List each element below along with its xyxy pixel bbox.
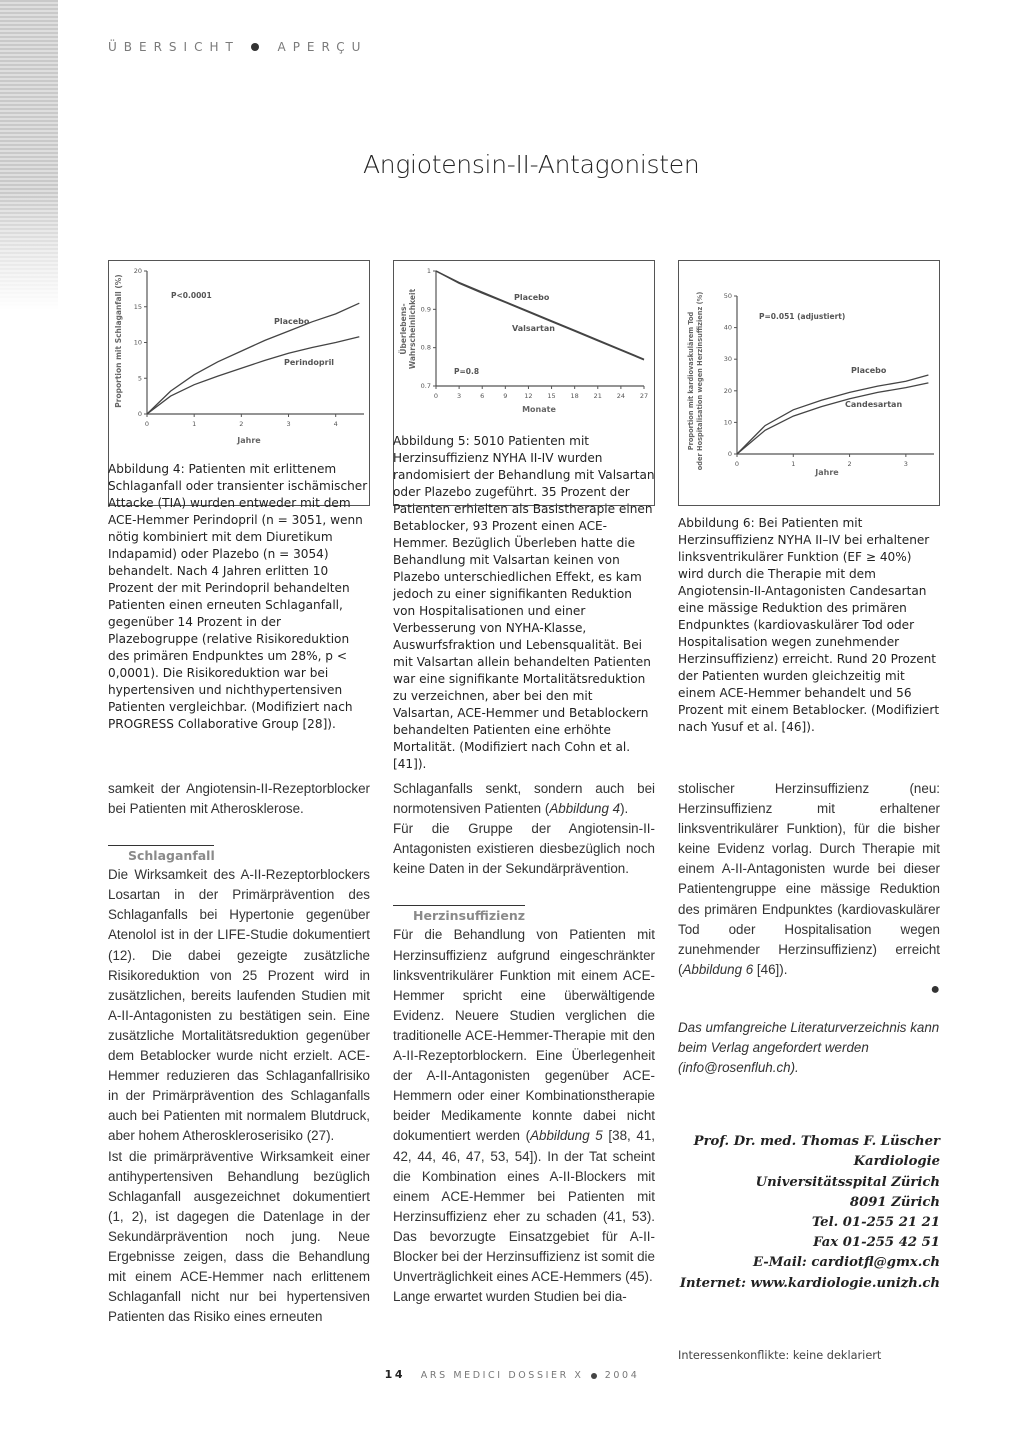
series-label: Placebo (514, 293, 550, 302)
y-tick-label: 20 (133, 267, 142, 275)
body-paragraph: Ist die primärpräventive Wirksamkeit einer antihypertensiven Behandlung bezüglich Schlaganfall ausgezeichnet dokumentiert (1, 2), ist dagegen die Datenlage in der Sekundärprävention noch jung. Neue Ergebnisse zeigen, dass die Behandlung mit einem ACE-Hemmer nach erlittenem Schlaganfall nicht nur bei hypertensiven Patienten das Risiko eines erneuten (108, 1148, 370, 1325)
y-tick-label: 1 (426, 267, 431, 275)
body-paragraph: samkeit der Angiotensin-II-Rezeptorblocker bei Patienten mit Atherosklerose. (108, 781, 370, 817)
y-tick-label: 10 (133, 338, 142, 347)
y-tick-label: 5 (137, 374, 142, 383)
author-line: Prof. Dr. med. Thomas F. Lüscher (693, 1134, 940, 1150)
author-line: Kardiologie (853, 1154, 940, 1170)
author-line: 8091 Zürich (849, 1194, 940, 1210)
author-line: Tel. 01-255 21 21 (811, 1215, 940, 1231)
body-paragraph: Die Wirksamkeit des A-II-Rezeptorblockers Losartan in der Primärprävention des Schlaganfalls bei Hypertonie gegenüber Atenolol ist in der LIFE-Studie dokumentiert (12). Die dabei gezeigte zusätzliche Risikoreduktion von 25 Prozent wird in zusätzlichen, bereits laufenden Studien mit A-II-Antagonisten zu bestätigen sein. Eine zusätzliche Mortalitätsreduktion gegenüber dem Betablocker wurde nicht erzielt. ACE-Hemmer reduzieren das Schlaganfallrisiko in der Primärprävention des Schlaganfalls auch bei Patienten mit normalem Blutdruck, aber hohem Atheroskleroserisiko (27). (108, 867, 370, 1144)
subheading-herzinsuffizienz: Herzinsuffizienz (413, 908, 526, 924)
y-axis-label (687, 292, 704, 470)
publication-year: 2004 (604, 1370, 640, 1381)
figure-4-caption (108, 461, 370, 733)
bullet-icon (251, 43, 259, 51)
y-axis-label (399, 288, 417, 369)
series-label: Placebo (274, 317, 310, 326)
series-line-candesartan (737, 383, 928, 454)
publication-name: ARS MEDICI DOSSIER X (420, 1370, 584, 1381)
page-title: Angiotensin-II-Antagonisten (363, 150, 700, 179)
figure-6-chart (678, 260, 940, 506)
body-column-2 (393, 779, 655, 1307)
figure-6-caption-text: Abbildung 6: Bei Patienten mit Herzinsuffizienz NYHA II–IV bei erhaltener linksventrikulärer Funktion (EF ≥ 40%) wird durch die Therapie mit dem Angiotensin-II-Antagonisten Candesartan eine mässige Reduktion des primären Endpunktes (kardiovaskulärer Tod oder Hospitalisation wegen zunehmender Herzinsuffizienz) erreicht. Rund 20 Prozent der Patienten wurden gleichzeitig mit einem ACE-Hemmer behandelt und 56 Prozent mit einem Betablocker. (Modifiziert nach Yusuf et al. [46]). (678, 516, 940, 734)
figure-reference: Abbildung 5 (530, 1128, 603, 1144)
figure-reference: Abbildung 4 (549, 801, 621, 817)
y-tick-label: 20 (723, 386, 732, 395)
page-footer (0, 1368, 1024, 1381)
x-axis-label: Jahre (815, 468, 839, 477)
x-tick-label: 1 (791, 460, 796, 468)
y-axis-label-line: Überlebens- (399, 303, 408, 355)
x-tick-label: 0 (144, 420, 150, 428)
y-tick-label: 30 (723, 355, 732, 364)
subheading-schlaganfall: Schlaganfall (128, 848, 215, 864)
x-tick-label: 27 (639, 392, 649, 400)
body-paragraph: stolischer Herzinsuffizienz (neu: Herzinsuffizienz mit erhaltener linksventrikulärer Funktion), für die bisher keine Evidenz vorlag. Durch Therapie mit einem A-II-Antagonisten wurde bei dieser Patientengruppe eine mässige Reduktion des primären Endpunktes (kardiovaskulärer Tod oder Hospitalisation wegen zunehmender Herzinsuffizienz) erreicht (Abbildung 6 [46]). (678, 781, 940, 977)
subheading-rule (108, 845, 214, 846)
x-tick-label: 1 (192, 420, 197, 428)
section-header (108, 40, 367, 54)
p-value-label: P<0.0001 (171, 291, 212, 300)
figure-6-caption (678, 515, 940, 736)
body-column-1 (108, 779, 370, 1327)
y-tick-label: 50 (723, 292, 732, 300)
figure-4-caption-text: Abbildung 4: Patienten mit erlittenem Schlaganfall oder transienter ischämischer Attacke (TIA) wurden entweder mit dem ACE-Hemmer Perindopril (n = 3051, wenn nötig kombiniert mit dem Diuretikum Indapamid) oder Plazebo (n = 3054) behandelt. Nach 4 Jahren erlitten 10 Prozent der mit Perindopril behandelten Patienten einen erneuten Schlaganfall, gegenüber 14 Prozent in der Plazebogruppe (relative Risikoreduktion des primären Endpunktes um 28%, p < 0,0001). Die Risikoreduktion war bei hypertensiven und nichthypertensiven Patienten vergleichbar. (Modifiziert nach PROGRESS Collaborative Group [28]). (108, 462, 368, 731)
y-axis-label: Proportion mit Schlaganfall (%) (114, 274, 123, 408)
y-tick-label: 0 (137, 410, 142, 418)
bullet-icon (591, 1373, 597, 1379)
section-label-left: ÜBERSICHT (108, 40, 240, 54)
x-tick-label: 0 (433, 392, 439, 400)
p-value-label: P=0.051 (adjustiert) (759, 312, 846, 321)
series-label: Placebo (851, 366, 887, 375)
series-line-placebo (436, 271, 644, 359)
x-tick-label: 24 (616, 392, 626, 400)
series-label: Perindopril (284, 358, 335, 367)
y-tick-label: 15 (133, 302, 142, 311)
y-tick-label: 0.9 (420, 305, 431, 314)
x-tick-label: 2 (847, 460, 852, 468)
x-tick-label: 2 (239, 420, 244, 428)
body-paragraph: Für die Behandlung von Patienten mit Herzinsuffizienz aufgrund eingeschränkter linksventrikulärer Funktion mit einem ACE-Hemmer spricht eine überwältigende Evidenz. Neuere Studien verglichen die traditionelle ACE-Hemmer-Therapie mit den A-II-Rezeptorblockern. Eine Überlegenheit der A-II-Antagonisten gegenüber ACE-Hemmern oder einer Kombinationstherapie beider Medikamente konnte dabei nicht dokumentiert werden (Abbildung 5 [38, 41, 42, 44, 46, 47, 53, 54]). In der Tat scheint die Kombination eines A-II-Blockers mit einem ACE-Hemmer bei Patienten mit Herzinsuffizienz eher zu schaden (41, 53). Das bevorzugte Einsatzgebiet für A-II-Blocker bei der Herzinsuffizienz ist somit die Unverträglichkeit eines ACE-Hemmers (45). (393, 927, 655, 1285)
y-tick-label: 10 (723, 418, 732, 427)
author-website: Internet: www.kardiologie.unizh.ch (679, 1275, 940, 1291)
author-line: Universitätsspital Zürich (755, 1174, 940, 1190)
figure-5-caption-text: Abbildung 5: 5010 Patienten mit Herzinsuffizienz NYHA II-IV wurden randomisiert der Behandlung mit Valsartan oder Plazebo zugeführt. 35 Prozent der Patienten erhielten als Basistherapie einen Betablocker, 93 Prozent einen ACE-Hemmer. Bezüglich Überleben hatte die Behandlung mit Valsartan keinen von Plazebo unterschiedlichen Effekt, es kam jedoch zu einer signifikanten Reduktion von Hospitalisationen und einer Verbesserung von NYHA-Klasse, Auswurfsfraktion und Lebensqualität. Bei mit Valsartan allein behandelten Patienten war eine signifikante Mortalitätsreduktion zu verzeichnen, aber bei den mit Valsartan, ACE-Hemmer und Betablockern behandelten Patienten eine erhöhte Mortalität. (Modifiziert nach Cohn et al. [41]). (393, 434, 655, 771)
x-tick-label: 0 (734, 460, 740, 468)
author-line: Fax 01-255 42 51 (813, 1235, 940, 1251)
x-tick-label: 4 (333, 420, 338, 428)
y-tick-label: 0.7 (420, 382, 431, 390)
x-tick-label: 6 (480, 392, 485, 400)
body-column-3 (678, 779, 940, 1366)
section-label-right: APERÇU (277, 40, 368, 54)
y-axis-label-line: oder Hospitalisation wegen Herzinsuffizienz (%) (696, 291, 704, 471)
page-number: 14 (384, 1368, 406, 1381)
x-tick-label: 3 (457, 392, 462, 400)
conflicts-of-interest: Interessenkonflikte: keine deklariert (678, 1348, 882, 1362)
body-paragraph: Schlaganfalls senkt, sondern auch bei normotensiven Patienten (Abbildung 4). (393, 781, 655, 817)
figure-6-svg (679, 261, 939, 505)
x-tick-label: 3 (286, 420, 291, 428)
y-axis-label-line: Proportion mit kardiovaskulärem Tod (687, 311, 695, 451)
x-axis-label: Monate (522, 405, 556, 414)
body-paragraph: Lange erwartet wurden Studien bei dia- (393, 1289, 627, 1305)
y-tick-label: 0 (727, 450, 732, 458)
x-axis-label: Jahre (237, 436, 261, 445)
series-label: Valsartan (512, 324, 555, 333)
x-tick-label: 9 (503, 392, 508, 400)
end-mark-icon: ● (930, 980, 940, 998)
series-line-perindopril (147, 337, 359, 414)
x-tick-label: 21 (593, 392, 602, 400)
figure-5-caption (393, 433, 655, 773)
y-tick-label: 40 (723, 323, 732, 332)
author-block (678, 1132, 940, 1294)
p-value-label: P=0.8 (454, 367, 480, 376)
y-tick-label: 0.8 (420, 343, 431, 352)
y-axis-label-line: Wahrscheinlichkeit (408, 288, 417, 370)
series-line-placebo (737, 375, 928, 454)
author-email: E-Mail: cardiotfl@gmx.ch (752, 1255, 940, 1271)
figure-reference: Abbildung 6 (682, 961, 754, 977)
x-tick-label: 15 (547, 392, 556, 400)
subheading-rule (393, 905, 525, 906)
decorative-side-bar (0, 0, 58, 310)
x-tick-label: 18 (570, 392, 579, 400)
x-tick-label: 12 (524, 392, 533, 400)
series-label: Candesartan (845, 400, 903, 409)
x-tick-label: 3 (903, 460, 908, 468)
literature-note: Das umfangreiche Literaturverzeichnis kann beim Verlag angefordert werden (info@rosenfluh.ch). (678, 1019, 940, 1076)
body-paragraph: Für die Gruppe der Angiotensin-II-Antagonisten existieren diesbezüglich noch keine Daten in der Sekundärprävention. (393, 821, 655, 877)
